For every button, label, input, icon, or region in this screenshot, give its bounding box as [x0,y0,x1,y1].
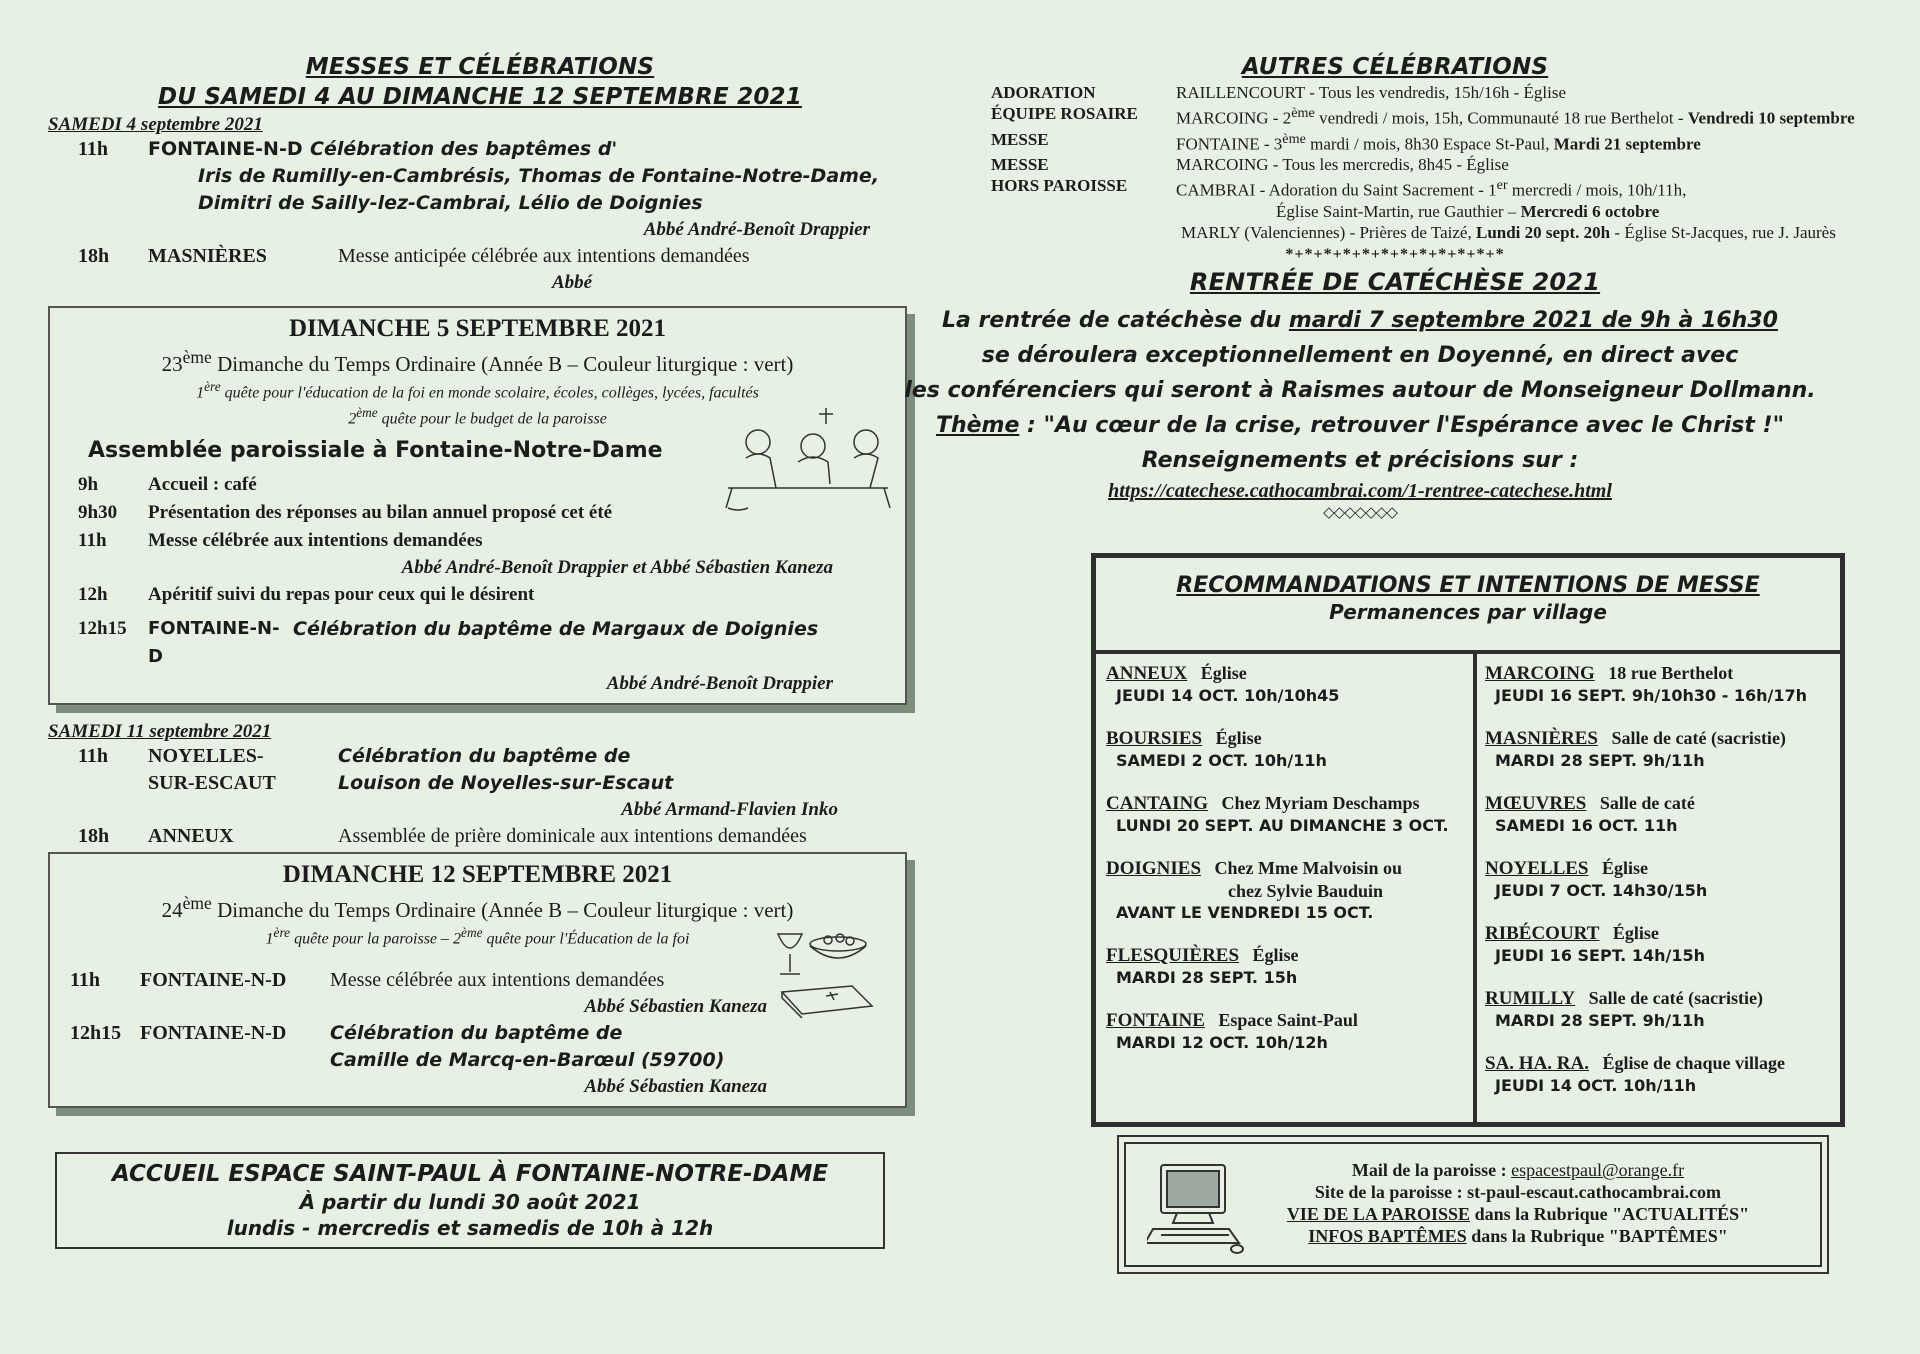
village-when: MARDI 12 OCT. 10h/12h [1116,1033,1328,1052]
event-desc: Célébration du baptême de [330,1021,623,1044]
category: HORS PAROISSE [991,176,1128,196]
village-name: DOIGNIES [1106,858,1202,879]
program-desc: Célébration du baptême de Margaux de Doignies [293,617,819,640]
details-suffix: ème [1291,105,1315,121]
sunday-12-title: DIMANCHE 12 SEPTEMBRE 2021 [282,860,673,888]
rentree-line: se déroulera exceptionnellement en Doyenné, en direct avec [981,342,1739,368]
village-place: Église [1612,923,1659,943]
program-row [50,581,905,609]
celebrant: Abbé Sébastien Kaneza [584,1075,767,1097]
collection-suffix: ère [273,924,291,940]
collection-number: 1 [265,929,274,947]
collection-line [50,377,905,403]
celebrant: Abbé André-Benoît Drappier [643,219,870,240]
list-item [1485,662,1835,707]
sunday-number: 24 [161,897,183,922]
theme-text: : "Au cœur de la crise, retrouver l'Espérance avec le Christ !" [1019,412,1785,438]
event-time: 12h15 [70,1021,122,1044]
program-row [50,615,905,671]
details-date: Mardi 21 septembre [1553,134,1701,154]
details-text: MARLY (Valenciennes) - Prières de Taizé, [1181,222,1476,242]
event-place: MASNIÈRES [148,245,267,267]
event-place: FONTAINE-N-D [148,138,303,160]
table-row [991,154,1855,175]
reco-title: RECOMMANDATIONS ET INTENTIONS DE MESSE [1176,573,1760,598]
list-item [1485,987,1835,1032]
celebrant: Abbé André-Benoît Drappier [606,672,833,694]
mail-label: Mail de la paroisse : [1351,1160,1512,1180]
rentree-block [855,303,1865,522]
sunday-5-title: DIMANCHE 5 SEPTEMBRE 2021 [288,315,667,342]
assembly-title: Assemblée paroissiale à Fontaine-Notre-Dame [88,437,663,463]
list-item [1106,792,1466,837]
event-row [40,136,920,163]
village-place: 18 rue Berthelot [1608,663,1734,683]
accueil-hours: lundis - mercredis et samedis de 10h à 12h [226,1216,714,1240]
sunday-number-suffix: ème [182,347,212,367]
table-row [991,175,1855,201]
event-place: FONTAINE-N-D [140,968,287,991]
details-suffix: er [1496,177,1508,194]
village-name: CANTAING [1106,793,1209,814]
category: MESSE [991,155,1049,175]
village-place: Église [1200,663,1247,683]
village-when: JEUDI 16 SEPT. 9h/10h30 - 16h/17h [1495,686,1808,705]
saturday-4-title: SAMEDI 4 septembre 2021 [48,114,263,135]
liturgy-line [50,344,905,377]
sunday-5-box [48,306,907,705]
details: MARCOING - Tous les mercredis, 8h45 - Église [1176,155,1509,175]
village-list-right [1485,662,1835,1117]
parish-site-link[interactable]: st-paul-escaut.cathocambrai.com [1467,1182,1722,1202]
infos-baptemes-link[interactable]: INFOS BAPTÊMES [1308,1226,1467,1246]
village-place: Église de chaque village [1602,1053,1785,1073]
event-time: 11h [78,744,109,767]
event-desc: Célébration des baptêmes d' [310,138,618,160]
masses-title-line1: MESSES ET CÉLÉBRATIONS [305,54,655,80]
diamond-divider: ◇◇◇◇◇◇◇ [1323,504,1397,521]
details-text: Église Saint-Martin, rue Gauthier – [1276,201,1521,221]
stars-divider: *+*+*+*+*+*+*+*+*+*+*+* [1285,245,1505,263]
details-date: Mercredi 6 octobre [1520,201,1660,221]
rentree-line [855,408,1865,443]
event-place: NOYELLES- [148,744,264,767]
village-name: RUMILLY [1485,988,1576,1009]
baptism-names-line: Dimitri de Sailly-lez-Cambrai, Lélio de Doignies [198,192,703,214]
table-row [991,222,1855,243]
details: RAILLENCOURT - Tous les vendredis, 15h/16h - Église [1176,83,1567,102]
details [1176,129,1855,155]
reco-header [1096,558,1840,624]
collection-text: quête pour l'éducation de la foi en monde scolaire, écoles, collèges, lycées, facultés [220,384,759,402]
masses-column [40,52,920,1124]
table-row [991,103,1855,129]
list-item [1106,944,1466,989]
details [1176,222,1855,243]
list-item [1485,792,1835,837]
program-desc: Accueil : café [148,473,257,495]
details-text: mercredi / mois, 10h/11h, [1507,180,1687,200]
masses-title-line2: DU SAMEDI 4 AU DIMANCHE 12 SEPTEMBRE 2021 [158,84,802,110]
celebrant: Abbé Sébastien Kaneza [584,995,767,1017]
details [1176,103,1855,129]
rentree-line: Renseignements et précisions sur : [1141,447,1579,473]
list-item [1485,727,1835,772]
sunday-number-suffix: ème [182,892,212,913]
vie-paroisse-link[interactable]: VIE DE LA PAROISSE [1286,1204,1471,1224]
village-name: BOURSIES [1106,728,1203,749]
category: MESSE [991,129,1049,149]
rentree-line [855,303,1865,338]
village-place: Église [1252,945,1299,965]
list-item [1106,857,1466,924]
accueil-box [55,1152,885,1249]
event-desc: Assemblée de prière dominicale aux intentions demandées [338,824,807,847]
village-name: ANNEUX [1106,663,1188,684]
category: ADORATION [991,83,1096,102]
village-when: SAMEDI 16 OCT. 11h [1495,816,1678,835]
reco-subtitle: Permanences par village [1329,600,1607,624]
details-date: Vendredi 10 septembre [1687,108,1855,128]
divider [1473,650,1477,1122]
details-text: mardi / mois, 8h30 Espace St-Paul, [1305,134,1554,154]
program-desc: Apéritif suivi du repas pour ceux qui le désirent [148,583,535,605]
village-name: NOYELLES [1485,858,1589,879]
village-when: JEUDI 16 SEPT. 14h/15h [1495,946,1705,965]
liturgy-text: Dimanche du Temps Ordinaire (Année B – Couleur liturgique : vert) [211,352,794,376]
details-text: CAMBRAI - Adoration du Saint Sacrement - 1 [1176,180,1497,200]
village-when: AVANT LE VENDREDI 15 OCT. [1116,903,1374,922]
village-place: Chez Mme Malvoisin ou [1214,858,1403,878]
parish-email-link[interactable]: espacestpaul@orange.fr [1511,1160,1685,1180]
details-suffix: ème [1282,130,1306,147]
baptism-names-line: Iris de Rumilly-en-Cambrésis, Thomas de Fontaine-Notre-Dame, [198,165,880,187]
collection-suffix: ème [461,924,483,940]
rentree-text: La rentrée de catéchèse du [942,307,1289,333]
mail-line [1219,1159,1817,1181]
details [1176,201,1855,222]
village-name: FLESQUIÈRES [1106,945,1240,966]
village-name: MŒUVRES [1485,793,1587,814]
program-time: 9h30 [78,501,118,523]
parish-info-box [1117,1135,1829,1274]
details-date: Lundi 20 sept. 20h [1475,222,1611,242]
celebrant: Abbé [552,272,593,293]
village-place: Salle de caté [1599,793,1695,813]
village-place: chez Sylvie Bauduin [1228,881,1384,901]
village-place: Salle de caté (sacristie) [1611,728,1786,748]
rentree-date: mardi 7 septembre 2021 de 9h à 16h30 [1288,307,1778,333]
collection-text: quête pour le budget de la paroisse [377,410,607,428]
village-place: Église [1215,728,1262,748]
event-time: 11h [78,138,109,160]
details-text: vendredi / mois, 15h, Communauté 18 rue Berthelot - [1314,108,1688,128]
collection-text: quête pour la paroisse – 2 [290,929,462,947]
celebrant: Abbé Armand-Flavien Inko [621,798,838,820]
program-desc: Présentation des réponses au bilan annuel proposé cet été [148,501,613,523]
program-row [50,527,905,555]
table-row [991,82,1855,103]
event-time: 18h [78,824,110,847]
liturgy-text: Dimanche du Temps Ordinaire (Année B – Couleur liturgique : vert) [211,897,794,922]
village-when: JEUDI 14 OCT. 10h/11h [1495,1076,1697,1095]
vie-line [1219,1203,1817,1225]
event-desc: Louison de Noyelles-sur-Escaut [338,771,674,794]
list-item [1106,1009,1466,1054]
sunday-12-box [48,852,907,1108]
list-item [1485,857,1835,902]
program-place: FONTAINE-N-D [148,617,280,667]
list-item [1106,727,1466,772]
collection-suffix: ère [204,379,221,394]
event-desc: Messe anticipée célébrée aux intentions demandées [338,245,750,267]
category: ÉQUIPE ROSAIRE [991,104,1138,123]
details [1176,175,1855,201]
infos-baptemes-text: dans la Rubrique "BAPTÊMES" [1466,1226,1728,1246]
collection-text: quête pour l'Éducation de la foi [482,929,690,947]
sunday-number: 23 [161,352,183,376]
celebrant: Abbé André-Benoît Drappier et Abbé Sébastien Kaneza [401,556,833,578]
table-row [991,129,1855,155]
collection-number: 1 [196,384,205,402]
program-time: 12h [78,583,108,605]
autres-title: AUTRES CÉLÉBRATIONS [1241,54,1549,80]
collection-number: 2 [348,410,357,428]
chalice-bible-illustration [770,924,880,1024]
vie-paroisse-text: dans la Rubrique "ACTUALITÉS" [1470,1204,1750,1224]
village-when: JEUDI 14 OCT. 10h/10h45 [1116,686,1340,705]
program-time: 9h [78,473,99,495]
details-text: MARCOING - 2 [1176,108,1292,128]
village-name: MASNIÈRES [1485,728,1598,749]
table-row [991,201,1855,222]
saturday-11-title: SAMEDI 11 septembre 2021 [48,720,272,742]
event-time: 11h [70,968,101,991]
baptemes-line [1219,1225,1817,1247]
event-place: ANNEUX [148,824,234,847]
right-column [904,52,1905,522]
list-item [1106,662,1466,707]
site-line [1219,1181,1817,1203]
program-desc: Messe célébrée aux intentions demandées [148,529,483,551]
event-row [40,743,920,770]
event-desc: Célébration du baptême de [338,744,631,767]
village-name: MARCOING [1485,663,1595,684]
village-list-left [1106,662,1466,1074]
village-name: RIBÉCOURT [1485,923,1600,944]
village-place: Église [1601,858,1648,878]
event-row [50,1020,905,1047]
event-desc: Messe célébrée aux intentions demandées [330,968,665,991]
event-place: SUR-ESCAUT [148,771,276,794]
rentree-line: les conférenciers qui seront à Raismes autour de Monseigneur Dollmann. [904,377,1816,403]
village-place: Chez Myriam Deschamps [1221,793,1420,813]
accueil-date: À partir du lundi 30 août 2021 [299,1190,641,1214]
site-label: Site de la paroisse : [1314,1182,1468,1202]
event-time: 18h [78,245,110,267]
event-row [40,770,920,797]
divider [1096,650,1840,654]
liturgy-line [50,890,905,923]
village-place: Salle de caté (sacristie) [1588,988,1764,1008]
parish-info-text [1219,1159,1817,1247]
rentree-title: RENTRÉE DE CATÉCHÈSE 2021 [1189,267,1601,296]
village-when: LUNDI 20 SEPT. AU DIMANCHE 3 OCT. [1116,816,1449,835]
village-when: JEUDI 7 OCT. 14h30/15h [1495,881,1708,900]
event-row [50,1047,905,1074]
event-desc: Camille de Marcq-en-Barœul (59700) [330,1048,725,1071]
village-when: MARDI 28 SEPT. 15h [1116,968,1298,987]
event-row [40,243,920,270]
autres-table [991,82,1855,243]
details-text: FONTAINE - 3 [1176,134,1283,154]
program-time: 12h15 [78,617,127,639]
list-item [1485,922,1835,967]
masses-title [40,52,920,112]
collection-suffix: ème [356,405,378,421]
village-when: SAMEDI 2 OCT. 10h/11h [1116,751,1327,770]
village-name: FONTAINE [1106,1010,1205,1031]
event-place: FONTAINE-N-D [140,1021,287,1044]
village-place: Espace Saint-Paul [1218,1010,1358,1030]
recommandations-box [1091,553,1845,1127]
list-item [1485,1052,1835,1097]
details-text: - Église St-Jacques, rue J. Jaurès [1610,222,1836,242]
village-when: MARDI 28 SEPT. 9h/11h [1495,1011,1705,1030]
event-row [40,823,920,850]
theme-label: Thème [935,412,1020,438]
catechese-link[interactable]: https://catechese.cathocambrai.com/1-rentree-catechese.html [1108,479,1612,502]
program-time: 11h [78,529,107,551]
village-name: SA. HA. RA. [1485,1053,1589,1074]
village-when: MARDI 28 SEPT. 9h/11h [1495,751,1705,770]
accueil-title: ACCUEIL ESPACE SAINT-PAUL À FONTAINE-NOTRE-DAME [111,1161,829,1187]
